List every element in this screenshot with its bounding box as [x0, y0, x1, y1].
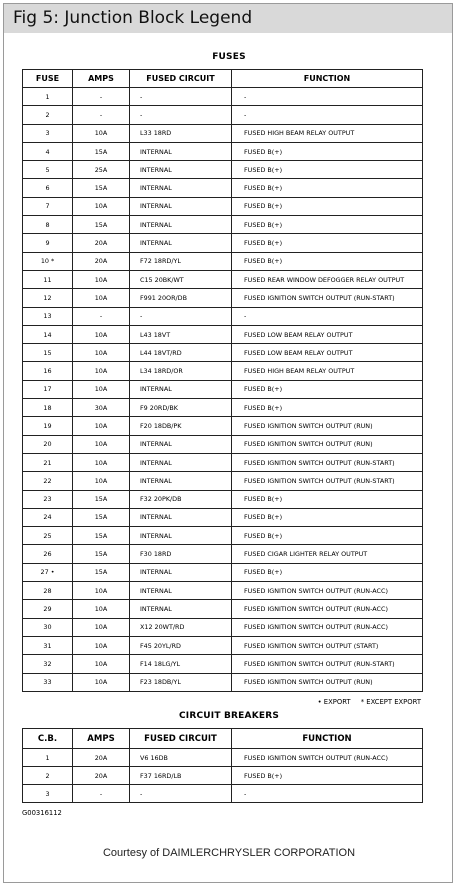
col-header-cb-amps: AMPS [73, 729, 130, 749]
table-row [23, 161, 423, 179]
fuse-function-cell: FUSED B(+) [232, 197, 423, 215]
table-row [23, 527, 423, 545]
fuse-function-cell: - [232, 88, 423, 106]
fuse-circuit-cell: F30 18RD [130, 545, 232, 563]
fuse-number-cell: 5 [23, 161, 73, 179]
fuse-function-cell: FUSED IGNITION SWITCH OUTPUT (RUN-START) [232, 289, 423, 307]
circuit-breakers-heading: CIRCUIT BREAKERS [178, 711, 280, 721]
fuse-circuit-cell: INTERNAL [130, 472, 232, 490]
document-id: G00316112 [22, 809, 62, 817]
fuse-function-cell: FUSED IGNITION SWITCH OUTPUT (RUN-ACC) [232, 600, 423, 618]
col-header-fused-circuit: FUSED CIRCUIT [130, 70, 232, 88]
fuse-function-cell: FUSED REAR WINDOW DEFOGGER RELAY OUTPUT [232, 270, 423, 288]
table-row [23, 767, 423, 785]
fuse-amps-cell: 10A [73, 380, 130, 398]
table-row [23, 197, 423, 215]
fuse-amps-cell: 10A [73, 453, 130, 471]
fuses-heading: FUSES [212, 52, 246, 62]
fuse-number-cell: 4 [23, 142, 73, 160]
fuse-function-cell: FUSED B(+) [232, 179, 423, 197]
fuse-function-cell: FUSED IGNITION SWITCH OUTPUT (RUN-START) [232, 655, 423, 673]
table-row [23, 179, 423, 197]
fuse-number-cell: 11 [23, 270, 73, 288]
fuse-function-cell: FUSED B(+) [232, 490, 423, 508]
fuse-amps-cell: 15A [73, 563, 130, 581]
fuse-circuit-cell: INTERNAL [130, 582, 232, 600]
fuse-function-cell: FUSED B(+) [232, 234, 423, 252]
table-row [23, 325, 423, 343]
col-header-cb: C.B. [23, 729, 73, 749]
fuse-circuit-cell: C15 20BK/WT [130, 270, 232, 288]
table-row [23, 216, 423, 234]
fuse-function-cell: FUSED B(+) [232, 380, 423, 398]
fuse-circuit-cell: L43 18VT [130, 325, 232, 343]
fuse-amps-cell: 10A [73, 618, 130, 636]
fuse-number-cell: 26 [23, 545, 73, 563]
fuse-circuit-cell: F14 18LG/YL [130, 655, 232, 673]
table-row [23, 600, 423, 618]
table-row [23, 88, 423, 106]
fuse-amps-cell: - [73, 88, 130, 106]
fuse-function-cell: FUSED HIGH BEAM RELAY OUTPUT [232, 362, 423, 380]
fuse-number-cell: 12 [23, 289, 73, 307]
table-row [23, 655, 423, 673]
fuse-number-cell: 2 [23, 106, 73, 124]
fuse-amps-cell: 15A [73, 216, 130, 234]
fuse-number-cell: 16 [23, 362, 73, 380]
fuse-amps-cell: 10A [73, 325, 130, 343]
fuse-number-cell: 25 [23, 527, 73, 545]
table-row [23, 490, 423, 508]
fuse-number-cell: 32 [23, 655, 73, 673]
fuse-amps-cell: 10A [73, 673, 130, 691]
fuse-function-cell: FUSED B(+) [232, 399, 423, 417]
fuse-amps-cell: 10A [73, 636, 130, 654]
fuse-number-cell: 1 [23, 88, 73, 106]
fuse-number-cell: 23 [23, 490, 73, 508]
fuse-function-cell: FUSED B(+) [232, 161, 423, 179]
fuse-amps-cell: 10A [73, 600, 130, 618]
fuse-function-cell: FUSED B(+) [232, 142, 423, 160]
fuse-number-cell: 15 [23, 344, 73, 362]
fuse-function-cell: FUSED IGNITION SWITCH OUTPUT (RUN-START) [232, 472, 423, 490]
cb-circuit-cell: F37 16RD/LB [130, 767, 232, 785]
fuses-header-row [23, 70, 423, 88]
fuse-amps-cell: 10A [73, 344, 130, 362]
cb-function-cell: FUSED IGNITION SWITCH OUTPUT (RUN-ACC) [232, 749, 423, 767]
table-row [23, 270, 423, 288]
table-row [23, 380, 423, 398]
fuse-number-cell: 3 [23, 124, 73, 142]
cb-amps-cell: 20A [73, 767, 130, 785]
fuse-circuit-cell: INTERNAL [130, 179, 232, 197]
fuse-circuit-cell: F991 20OR/DB [130, 289, 232, 307]
table-row [23, 453, 423, 471]
fuse-function-cell: FUSED IGNITION SWITCH OUTPUT (RUN) [232, 417, 423, 435]
fuse-amps-cell: 15A [73, 179, 130, 197]
cb-header-row [23, 729, 423, 749]
table-row [23, 785, 423, 803]
table-row [23, 307, 423, 325]
fuse-amps-cell: - [73, 106, 130, 124]
fuse-function-cell: - [232, 307, 423, 325]
fuse-circuit-cell: F20 18DB/PK [130, 417, 232, 435]
fuse-amps-cell: 10A [73, 270, 130, 288]
legend [310, 698, 421, 706]
fuse-circuit-cell: INTERNAL [130, 508, 232, 526]
table-row [23, 582, 423, 600]
fuse-number-cell: 20 [23, 435, 73, 453]
fuse-number-cell: 13 [23, 307, 73, 325]
fuse-function-cell: FUSED IGNITION SWITCH OUTPUT (RUN) [232, 673, 423, 691]
col-header-cb-function: FUNCTION [232, 729, 423, 749]
fuse-function-cell: - [232, 106, 423, 124]
fuse-circuit-cell: INTERNAL [130, 380, 232, 398]
fuse-amps-cell: 10A [73, 417, 130, 435]
cb-function-cell: - [232, 785, 423, 803]
table-row [23, 252, 423, 270]
fuse-number-cell: 31 [23, 636, 73, 654]
fuse-circuit-cell: INTERNAL [130, 142, 232, 160]
fuse-function-cell: FUSED B(+) [232, 527, 423, 545]
table-row [23, 749, 423, 767]
fuse-amps-cell: 10A [73, 289, 130, 307]
fuse-circuit-cell: - [130, 106, 232, 124]
fuse-circuit-cell: INTERNAL [130, 234, 232, 252]
fuse-circuit-cell: INTERNAL [130, 216, 232, 234]
fuse-number-cell: 17 [23, 380, 73, 398]
fuse-amps-cell: 20A [73, 234, 130, 252]
legend-except-export: * EXCEPT EXPORT [360, 698, 421, 706]
fuse-amps-cell: 15A [73, 545, 130, 563]
fuse-number-cell: 21 [23, 453, 73, 471]
fuse-number-cell: 27 • [23, 563, 73, 581]
col-header-amps: AMPS [73, 70, 130, 88]
fuse-amps-cell: 10A [73, 472, 130, 490]
fuse-function-cell: FUSED B(+) [232, 563, 423, 581]
fuse-function-cell: FUSED IGNITION SWITCH OUTPUT (RUN-ACC) [232, 582, 423, 600]
cb-number-cell: 2 [23, 767, 73, 785]
table-row [23, 142, 423, 160]
fuse-circuit-cell: INTERNAL [130, 435, 232, 453]
fuse-number-cell: 9 [23, 234, 73, 252]
fuse-number-cell: 19 [23, 417, 73, 435]
table-row [23, 435, 423, 453]
fuse-amps-cell: 10A [73, 197, 130, 215]
fuse-amps-cell: 10A [73, 582, 130, 600]
table-row [23, 399, 423, 417]
col-header-fuse: FUSE [23, 70, 73, 88]
table-row [23, 472, 423, 490]
fuse-amps-cell: 10A [73, 124, 130, 142]
fuse-amps-cell: 30A [73, 399, 130, 417]
fuse-circuit-cell: INTERNAL [130, 161, 232, 179]
fuse-number-cell: 33 [23, 673, 73, 691]
fuse-amps-cell: 20A [73, 252, 130, 270]
fuse-amps-cell: 15A [73, 508, 130, 526]
fuse-amps-cell: 15A [73, 142, 130, 160]
col-header-function: FUNCTION [232, 70, 423, 88]
cb-function-cell: FUSED B(+) [232, 767, 423, 785]
cb-circuit-cell: - [130, 785, 232, 803]
fuse-circuit-cell: F72 18RD/YL [130, 252, 232, 270]
fuse-circuit-cell: F32 20PK/DB [130, 490, 232, 508]
table-row [23, 289, 423, 307]
fuse-number-cell: 24 [23, 508, 73, 526]
table-row [23, 545, 423, 563]
fuse-circuit-cell: INTERNAL [130, 527, 232, 545]
fuse-function-cell: FUSED CIGAR LIGHTER RELAY OUTPUT [232, 545, 423, 563]
fuse-circuit-cell: - [130, 307, 232, 325]
fuse-function-cell: FUSED LOW BEAM RELAY OUTPUT [232, 325, 423, 343]
fuse-number-cell: 7 [23, 197, 73, 215]
fuses-body [23, 88, 423, 692]
fuse-circuit-cell: - [130, 88, 232, 106]
fuse-number-cell: 18 [23, 399, 73, 417]
table-row [23, 508, 423, 526]
table-row [23, 636, 423, 654]
cb-amps-cell: 20A [73, 749, 130, 767]
courtesy-credit: Courtesy of DAIMLERCHRYSLER CORPORATION [102, 847, 356, 859]
fuse-amps-cell: 10A [73, 435, 130, 453]
table-row [23, 618, 423, 636]
fuse-circuit-cell: INTERNAL [130, 453, 232, 471]
fuse-function-cell: FUSED HIGH BEAM RELAY OUTPUT [232, 124, 423, 142]
table-row [23, 106, 423, 124]
fuse-circuit-cell: INTERNAL [130, 563, 232, 581]
fuse-amps-cell: 10A [73, 362, 130, 380]
fuse-amps-cell: 25A [73, 161, 130, 179]
fuse-circuit-cell: INTERNAL [130, 600, 232, 618]
fuse-function-cell: FUSED IGNITION SWITCH OUTPUT (START) [232, 636, 423, 654]
fuse-number-cell: 8 [23, 216, 73, 234]
cb-number-cell: 1 [23, 749, 73, 767]
circuit-breakers-table [22, 728, 423, 803]
circuit-breakers-body [23, 749, 423, 803]
fuse-circuit-cell: L33 18RD [130, 124, 232, 142]
fuse-circuit-cell: X12 20WT/RD [130, 618, 232, 636]
figure-title: Fig 5: Junction Block Legend [4, 4, 452, 33]
fuse-circuit-cell: L34 18RD/OR [130, 362, 232, 380]
legend-export: • EXPORT [317, 698, 351, 706]
fuse-circuit-cell: F45 20YL/RD [130, 636, 232, 654]
fuse-amps-cell: 15A [73, 527, 130, 545]
cb-number-cell: 3 [23, 785, 73, 803]
fuse-amps-cell: - [73, 307, 130, 325]
fuse-function-cell: FUSED IGNITION SWITCH OUTPUT (RUN-ACC) [232, 618, 423, 636]
fuse-function-cell: FUSED B(+) [232, 252, 423, 270]
col-header-cb-fused-circuit: FUSED CIRCUIT [130, 729, 232, 749]
fuse-circuit-cell: L44 18VT/RD [130, 344, 232, 362]
fuse-number-cell: 28 [23, 582, 73, 600]
fuse-circuit-cell: F9 20RD/BK [130, 399, 232, 417]
cb-circuit-cell: V6 16DB [130, 749, 232, 767]
fuse-circuit-cell: INTERNAL [130, 197, 232, 215]
fuse-function-cell: FUSED B(+) [232, 508, 423, 526]
fuse-number-cell: 10 * [23, 252, 73, 270]
table-row [23, 417, 423, 435]
table-row [23, 344, 423, 362]
fuse-number-cell: 14 [23, 325, 73, 343]
fuse-number-cell: 6 [23, 179, 73, 197]
table-row [23, 673, 423, 691]
table-row [23, 563, 423, 581]
table-row [23, 124, 423, 142]
fuse-amps-cell: 10A [73, 655, 130, 673]
table-row [23, 234, 423, 252]
fuse-function-cell: FUSED LOW BEAM RELAY OUTPUT [232, 344, 423, 362]
fuse-number-cell: 22 [23, 472, 73, 490]
fuses-table [22, 69, 423, 692]
cb-amps-cell: - [73, 785, 130, 803]
fuse-function-cell: FUSED IGNITION SWITCH OUTPUT (RUN-START) [232, 453, 423, 471]
fuse-amps-cell: 15A [73, 490, 130, 508]
table-row [23, 362, 423, 380]
fuse-function-cell: FUSED IGNITION SWITCH OUTPUT (RUN) [232, 435, 423, 453]
fuse-function-cell: FUSED B(+) [232, 216, 423, 234]
fuse-circuit-cell: F23 18DB/YL [130, 673, 232, 691]
fuse-number-cell: 30 [23, 618, 73, 636]
fuse-number-cell: 29 [23, 600, 73, 618]
